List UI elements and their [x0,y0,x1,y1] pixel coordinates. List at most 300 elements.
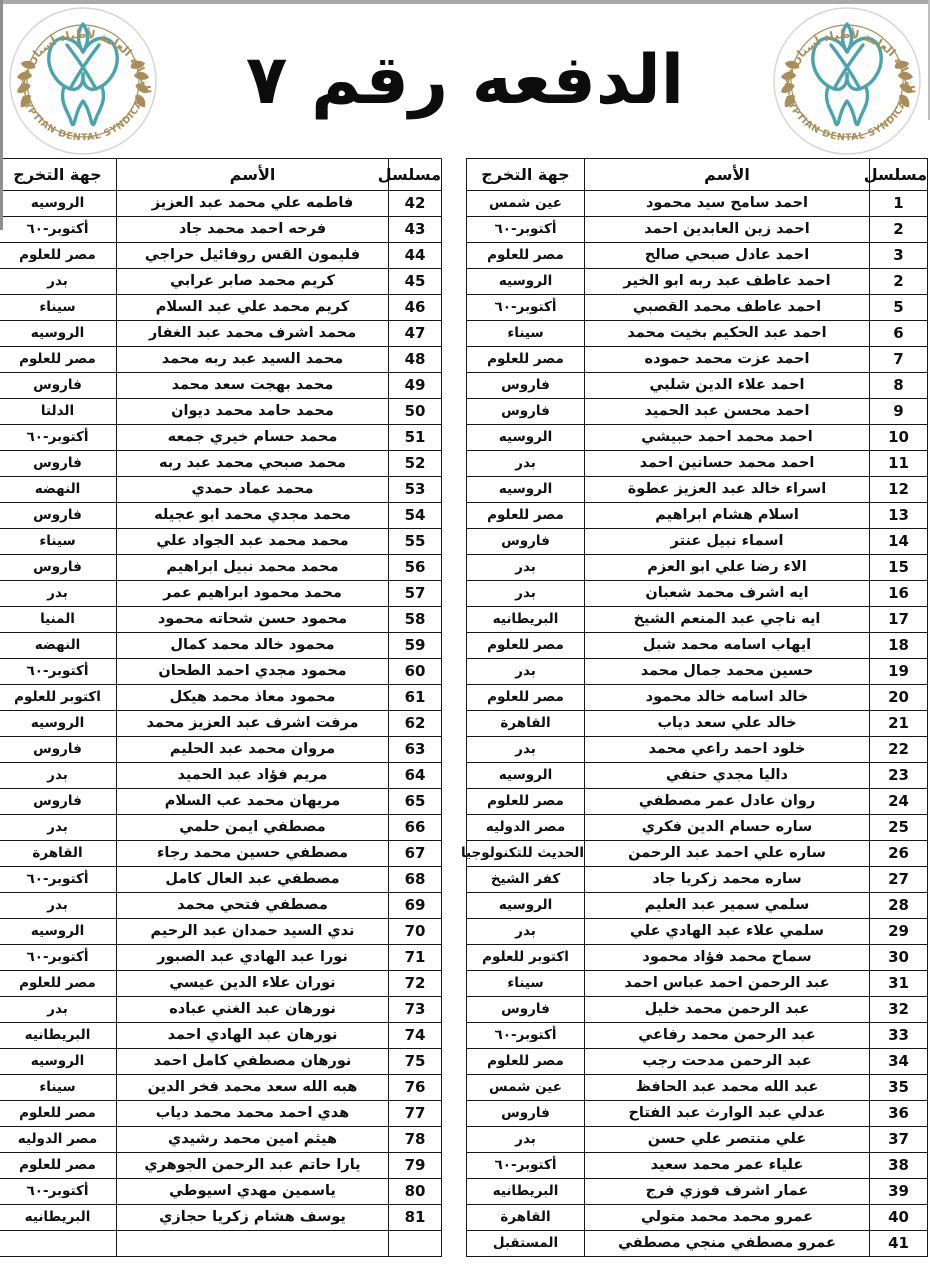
cell-graduation: بدر [467,737,585,763]
cell-name: هيثم امين محمد رشيدي [117,1127,389,1153]
cell-name: مريهان محمد عب السلام [117,789,389,815]
table-row [467,763,928,789]
cell-serial: 75 [389,1049,442,1075]
cell-name: عمرو مصطفي منجي مصطفي [585,1231,870,1257]
cell-serial: 52 [389,451,442,477]
table-row [467,997,928,1023]
cell-graduation: بدر [0,893,117,919]
page-title: الدفعه رقم ٧ [245,40,685,120]
cell-serial: 50 [389,399,442,425]
cell-name: علي منتصر علي حسن [585,1127,870,1153]
cell-name: نورا عبد الهادي عبد الصبور [117,945,389,971]
cell-name: اسراء خالد عبد العزيز عطوة [585,477,870,503]
cell-name: ساره علي احمد عبد الرحمن [585,841,870,867]
table-row [0,867,442,893]
cell-graduation: الروسيه [0,191,117,217]
scan-edge-left [0,0,3,230]
cell-serial: 22 [870,737,928,763]
cell-graduation: سيناء [0,295,117,321]
cell-name: محمود معاذ محمد هيكل [117,685,389,711]
cell-graduation: سيناء [0,529,117,555]
table-row [467,217,928,243]
cell-serial: 41 [870,1231,928,1257]
cell-graduation: مصر للعلوم [0,1101,117,1127]
cell-graduation: النهضه [0,633,117,659]
document-header [0,0,930,156]
cell-graduation: مصر للعلوم [467,685,585,711]
cell-serial: 28 [870,893,928,919]
roster-table-serials-1-41 [460,158,928,1257]
table-row [0,581,442,607]
cell-name: عبد الرحمن محمد رفاعي [585,1023,870,1049]
table-row [0,1179,442,1205]
table-row [467,581,928,607]
table-row [0,945,442,971]
header-row [467,159,928,191]
cell-graduation: بدر [467,919,585,945]
cell-graduation: مصر للعلوم [0,243,117,269]
cell-serial: 54 [389,503,442,529]
table-row [467,269,928,295]
cell-graduation: بدر [0,997,117,1023]
cell-name: مصطفي ايمن حلمي [117,815,389,841]
cell-graduation: القاهرة [467,1205,585,1231]
table-row [0,269,442,295]
cell-name: روان عادل عمر مصطفي [585,789,870,815]
cell-graduation: مصر للعلوم [0,1153,117,1179]
cell-graduation: فاروس [467,997,585,1023]
cell-name: محمد محمد عبد الجواد علي [117,529,389,555]
cell-graduation: أكتوبر-٦٠ [0,425,117,451]
table-row [467,893,928,919]
table-row [0,243,442,269]
cell-name: ايهاب اسامه محمد شبل [585,633,870,659]
cell-serial: 61 [389,685,442,711]
cell-graduation: البريطانيه [0,1205,117,1231]
column-header-serial: مسلسل [870,159,928,191]
table-row [0,399,442,425]
table-row [0,1049,442,1075]
cell-serial: 27 [870,867,928,893]
cell-graduation: مصر للعلوم [467,633,585,659]
cell-name: احمد عادل صبحي صالح [585,243,870,269]
cell-serial: 31 [870,971,928,997]
cell-graduation: مصر الدوليه [0,1127,117,1153]
table-row [0,1231,442,1257]
cell-graduation: عين شمس [467,191,585,217]
cell-name: مريم فؤاد عبد الحميد [117,763,389,789]
cell-name: خلود احمد راعي محمد [585,737,870,763]
cell-graduation: بدر [0,581,117,607]
cell-name: محمود مجدي احمد الطحان [117,659,389,685]
cell-graduation: مصر للعلوم [467,347,585,373]
cell-name: يوسف هشام زكريا حجازي [117,1205,389,1231]
cell-name: احمد علاء الدين شلبي [585,373,870,399]
cell-serial: 16 [870,581,928,607]
cell-graduation: مصر للعلوم [467,503,585,529]
cell-name: محمد صبحي محمد عبد ربه [117,451,389,477]
cell-name: هبه الله سعد محمد فخر الدين [117,1075,389,1101]
cell-serial: 79 [389,1153,442,1179]
table-row [0,217,442,243]
cell-graduation: البريطانيه [467,607,585,633]
cell-name: نورهان مصطفي كامل احمد [117,1049,389,1075]
cell-name: كريم محمد صابر عرابي [117,269,389,295]
cell-graduation: أكتوبر-٦٠ [0,217,117,243]
cell-serial: 5 [870,295,928,321]
cell-graduation: بدر [467,1127,585,1153]
cell-name: فاطمه علي محمد عبد العزيز [117,191,389,217]
cell-name [117,1231,389,1257]
cell-graduation: مصر الدوليه [467,815,585,841]
cell-serial: 30 [870,945,928,971]
table-row [0,347,442,373]
table-row [467,1049,928,1075]
cell-name: احمد محسن عبد الحميد [585,399,870,425]
table-row [467,633,928,659]
cell-serial: 38 [870,1153,928,1179]
cell-name: احمد عبد الحكيم بخيت محمد [585,321,870,347]
table-row [467,711,928,737]
cell-name: احمد سامح سيد محمود [585,191,870,217]
cell-graduation: فاروس [0,737,117,763]
dental-syndicate-seal-right [772,6,922,156]
cell-graduation: بدر [0,763,117,789]
cell-graduation: فاروس [0,555,117,581]
roster-body-left [0,191,442,1257]
cell-graduation: أكتوبر-٦٠ [0,945,117,971]
cell-name: محمد حامد محمد ديوان [117,399,389,425]
cell-graduation: الروسيه [467,893,585,919]
table-row [0,1075,442,1101]
cell-name: خالد اسامه خالد محمود [585,685,870,711]
dental-syndicate-seal-left [8,6,158,156]
table-row [0,659,442,685]
table-row [0,451,442,477]
cell-serial: 12 [870,477,928,503]
table-row [0,503,442,529]
cell-serial: 56 [389,555,442,581]
cell-serial: 71 [389,945,442,971]
cell-name: ندي السيد حمدان عبد الرحيم [117,919,389,945]
column-header-name: الأسم [117,159,389,191]
table-row [0,1101,442,1127]
cell-name: محمد محمد نبيل ابراهيم [117,555,389,581]
cell-name: ساره محمد زكريا جاد [585,867,870,893]
table-row [0,997,442,1023]
cell-serial: 48 [389,347,442,373]
cell-name: عبد الرحمن احمد عباس احمد [585,971,870,997]
cell-graduation: بدر [0,269,117,295]
cell-serial [389,1231,442,1257]
cell-name: محمد عماد حمدي [117,477,389,503]
cell-graduation: أكتوبر-٦٠ [467,1023,585,1049]
table-row [467,1101,928,1127]
cell-serial: 10 [870,425,928,451]
cell-serial: 2 [870,217,928,243]
table-row [467,841,928,867]
cell-serial: 9 [870,399,928,425]
table-row [467,451,928,477]
cell-name: خالد علي سعد دياب [585,711,870,737]
table-row [0,607,442,633]
table-row [467,1205,928,1231]
cell-serial: 7 [870,347,928,373]
table-row [467,555,928,581]
cell-name: اسماء نبيل عنتر [585,529,870,555]
cell-serial: 80 [389,1179,442,1205]
cell-name: احمد عزت محمد حموده [585,347,870,373]
cell-name: محمد مجدي محمد ابو عجيله [117,503,389,529]
cell-graduation: الروسيه [0,1049,117,1075]
table-row [467,1231,928,1257]
table-row [0,789,442,815]
table-row [467,607,928,633]
cell-graduation: البريطانيه [467,1179,585,1205]
cell-serial: 78 [389,1127,442,1153]
cell-name: محمود حسن شحاته محمود [117,607,389,633]
cell-name: فرحه احمد محمد جاد [117,217,389,243]
table-row [0,919,442,945]
cell-name: محمد حسام خيري جمعه [117,425,389,451]
cell-serial: 26 [870,841,928,867]
cell-serial: 64 [389,763,442,789]
cell-serial: 51 [389,425,442,451]
cell-name: محمد محمود ابراهيم عمر [117,581,389,607]
cell-name: سماح محمد فؤاد محمود [585,945,870,971]
cell-serial: 35 [870,1075,928,1101]
table-row [0,295,442,321]
cell-serial: 2 [870,269,928,295]
cell-graduation: اكتوبر للعلوم [0,685,117,711]
table-row [467,815,928,841]
table-row [467,945,928,971]
cell-name: مصطفي فتحي محمد [117,893,389,919]
cell-name: الاء رضا علي ابو العزم [585,555,870,581]
cell-name: داليا مجدي حنفي [585,763,870,789]
cell-graduation: بدر [467,451,585,477]
table-row [467,685,928,711]
cell-graduation: الروسيه [467,477,585,503]
cell-serial: 65 [389,789,442,815]
cell-name: سلمي سمير عبد العليم [585,893,870,919]
table-row [467,789,928,815]
cell-name: عمار اشرف فوزي فرج [585,1179,870,1205]
cell-serial: 58 [389,607,442,633]
cell-serial: 46 [389,295,442,321]
table-row [467,867,928,893]
cell-graduation: الدلتا [0,399,117,425]
cell-graduation: بدر [0,815,117,841]
cell-name: ايه اشرف محمد شعبان [585,581,870,607]
table-row [0,1153,442,1179]
cell-serial: 49 [389,373,442,399]
cell-serial: 44 [389,243,442,269]
cell-graduation: أكتوبر-٦٠ [467,217,585,243]
table-row [467,529,928,555]
cell-serial: 39 [870,1179,928,1205]
cell-serial: 19 [870,659,928,685]
cell-name: محمد بهجت سعد محمد [117,373,389,399]
cell-graduation: بدر [467,659,585,685]
table-row [467,477,928,503]
cell-name: عمرو محمد محمد متولي [585,1205,870,1231]
cell-serial: 17 [870,607,928,633]
cell-serial: 67 [389,841,442,867]
cell-serial: 74 [389,1023,442,1049]
column-header-name: الأسم [585,159,870,191]
table-row [467,1075,928,1101]
cell-graduation: فاروس [0,503,117,529]
cell-serial: 53 [389,477,442,503]
cell-graduation: مصر للعلوم [467,789,585,815]
cell-serial: 29 [870,919,928,945]
cell-serial: 43 [389,217,442,243]
cell-serial: 8 [870,373,928,399]
cell-name: علياء عمر محمد سعيد [585,1153,870,1179]
cell-graduation: أكتوبر-٦٠ [467,295,585,321]
table-row [0,737,442,763]
cell-serial: 32 [870,997,928,1023]
table-row [467,919,928,945]
table-row [467,1023,928,1049]
cell-graduation: فاروس [0,789,117,815]
cell-serial: 73 [389,997,442,1023]
cell-graduation: الروسيه [0,711,117,737]
cell-name: اسلام هشام ابراهيم [585,503,870,529]
cell-serial: 33 [870,1023,928,1049]
cell-serial: 70 [389,919,442,945]
cell-name: كريم محمد علي عبد السلام [117,295,389,321]
cell-name: عدلي عبد الوارث عبد الفتاح [585,1101,870,1127]
cell-serial: 18 [870,633,928,659]
table-row [0,815,442,841]
cell-graduation: فاروس [467,1101,585,1127]
cell-graduation: أكتوبر-٦٠ [467,1153,585,1179]
cell-name: فليمون القس روفائيل حراجي [117,243,389,269]
table-row [0,1023,442,1049]
cell-serial: 60 [389,659,442,685]
table-row [467,295,928,321]
table-row [0,711,442,737]
cell-graduation: عين شمس [467,1075,585,1101]
cell-name: احمد زين العابدين احمد [585,217,870,243]
table-row [467,737,928,763]
cell-name: محمد اشرف محمد عبد الغفار [117,321,389,347]
cell-serial: 77 [389,1101,442,1127]
cell-serial: 47 [389,321,442,347]
cell-name: احمد عاطف عبد ربه ابو الخير [585,269,870,295]
table-row [467,1179,928,1205]
cell-serial: 42 [389,191,442,217]
cell-graduation: الروسيه [467,763,585,789]
table-row [0,529,442,555]
cell-name: نورهان عبد الهادي احمد [117,1023,389,1049]
cell-graduation: المنيا [0,607,117,633]
cell-name: يارا حاتم عبد الرحمن الجوهري [117,1153,389,1179]
roster-table-serials-42-81 [0,158,442,1257]
cell-serial: 40 [870,1205,928,1231]
cell-serial: 24 [870,789,928,815]
cell-serial: 23 [870,763,928,789]
column-header-graduation: جهة التخرج [0,159,117,191]
cell-name: مرفت اشرف عبد العزيز محمد [117,711,389,737]
cell-graduation: فاروس [0,451,117,477]
cell-serial: 59 [389,633,442,659]
cell-serial: 3 [870,243,928,269]
cell-serial: 11 [870,451,928,477]
cell-serial: 21 [870,711,928,737]
cell-name: عبد الله محمد عبد الحافظ [585,1075,870,1101]
table-row [0,191,442,217]
cell-serial: 57 [389,581,442,607]
table-row [467,425,928,451]
cell-serial: 20 [870,685,928,711]
table-row [467,347,928,373]
cell-name: هدي احمد محمد محمد دياب [117,1101,389,1127]
cell-graduation: اكتوبر للعلوم [467,945,585,971]
cell-serial: 37 [870,1127,928,1153]
cell-name: احمد عاطف محمد القصبي [585,295,870,321]
cell-graduation: سيناء [0,1075,117,1101]
cell-name: عبد الرحمن مدحت رجب [585,1049,870,1075]
cell-graduation: سيناء [467,971,585,997]
cell-name: ايه ناجي عبد المنعم الشيخ [585,607,870,633]
column-header-serial: مسلسل [389,159,442,191]
table-row [0,1205,442,1231]
table-row [467,971,928,997]
cell-name: احمد محمد احمد حبيشي [585,425,870,451]
cell-serial: 72 [389,971,442,997]
cell-graduation: مصر للعلوم [0,971,117,997]
cell-graduation: الروسيه [467,425,585,451]
table-row [0,685,442,711]
table-row [0,477,442,503]
cell-serial: 76 [389,1075,442,1101]
table-row [467,321,928,347]
table-row [0,321,442,347]
cell-serial: 69 [389,893,442,919]
cell-serial: 55 [389,529,442,555]
cell-graduation: بدر [467,581,585,607]
cell-name: عبد الرحمن محمد خليل [585,997,870,1023]
table-row [467,243,928,269]
cell-serial: 45 [389,269,442,295]
cell-serial: 81 [389,1205,442,1231]
cell-name: ياسمين مهدي اسيوطي [117,1179,389,1205]
cell-name: محمود خالد محمد كمال [117,633,389,659]
table-row [467,659,928,685]
cell-graduation: الروسيه [0,919,117,945]
cell-graduation: سيناء [467,321,585,347]
cell-graduation: مصر للعلوم [467,1049,585,1075]
cell-graduation: أكتوبر-٦٠ [0,1179,117,1205]
cell-graduation: البريطانيه [0,1023,117,1049]
cell-name: سلمي علاء عبد الهادي علي [585,919,870,945]
table-row [467,503,928,529]
cell-serial: 63 [389,737,442,763]
table-row [467,1153,928,1179]
table-row [467,399,928,425]
cell-serial: 14 [870,529,928,555]
cell-graduation: فاروس [467,399,585,425]
table-row [0,425,442,451]
cell-name: مصطفي حسين محمد رجاء [117,841,389,867]
column-header-graduation: جهة التخرج [467,159,585,191]
table-row [0,555,442,581]
scan-edge-top [0,0,930,4]
cell-serial: 13 [870,503,928,529]
